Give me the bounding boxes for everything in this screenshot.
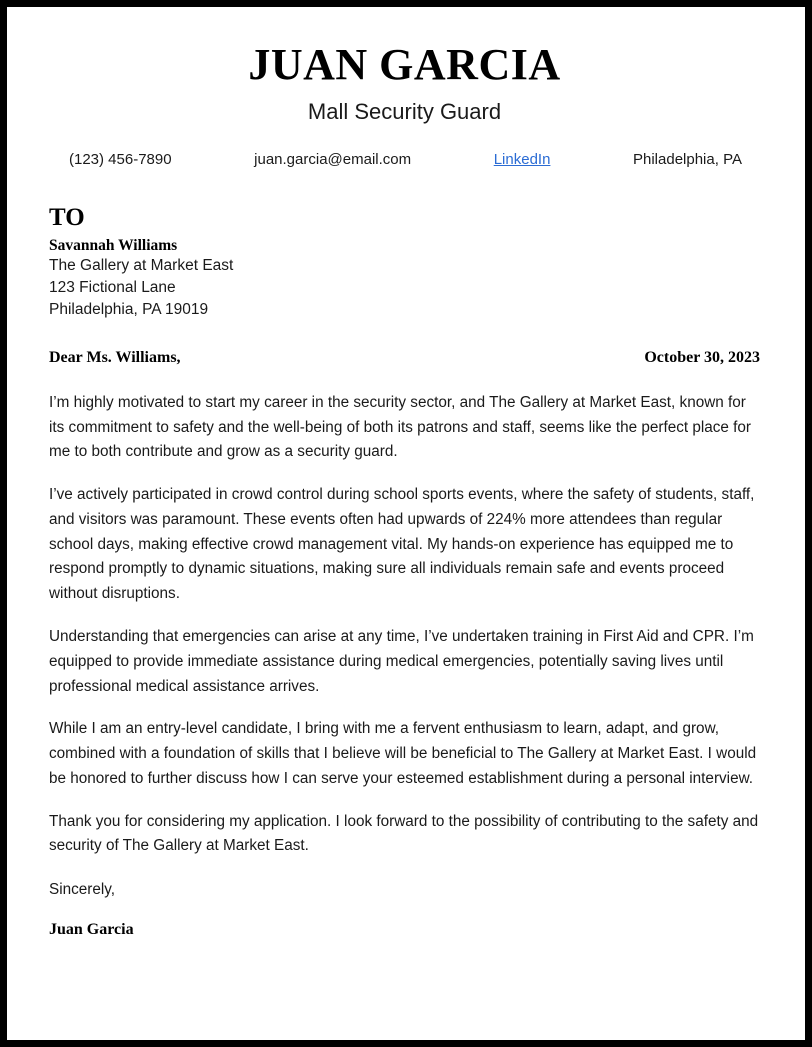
signature-name: Juan Garcia	[49, 921, 134, 939]
letter-content	[7, 7, 805, 939]
recipient-company: The Gallery at Market East	[49, 256, 234, 274]
body-paragraph: I’ve actively participated in crowd control during school sports events, where the safety of students, staff, and visitors was paramount. These events often had upwards of 224% more attendees than regular school days, making effective crowd management vital. My hands-on experience has equipped me to respond promptly to dynamic situations, making sure all individuals remain safe and events proceed without disruptions.	[49, 486, 755, 603]
recipient-city-state-zip: Philadelphia, PA 19019	[49, 300, 209, 318]
body-paragraph: Thank you for considering my application. I look forward to the possibility of contributing to the safety and security of The Gallery at Market East.	[49, 812, 759, 855]
contact-linkedin-link[interactable]: LinkedIn	[493, 151, 551, 169]
contact-email[interactable]: juan.garcia@email.com	[254, 151, 412, 169]
salutation-row	[49, 349, 760, 367]
cover-letter-page	[7, 7, 805, 1040]
body-paragraph: While I am an entry-level candidate, I bring with me a fervent enthusiasm to learn, adapt, and grow, combined with a foundation of skills that I believe will be beneficial to The Gallery at Market East. I would be honored to further discuss how I can serve your esteemed establishment during a personal interview.	[49, 720, 757, 787]
contact-row	[69, 151, 742, 168]
recipient-street: 123 Fictional Lane	[49, 278, 176, 296]
contact-phone[interactable]: (123) 456-7890	[69, 151, 172, 169]
body-paragraph: Understanding that emergencies can arise at any time, I’ve undertaken training in First Aid and CPR. I’m equipped to provide immediate assistance during medical emergencies, potentially saving lives until professional medical assistance arrives.	[49, 628, 754, 695]
recipient-heading: TO	[49, 204, 85, 232]
salutation: Dear Ms. Williams,	[49, 348, 181, 366]
letter-date: October 30, 2023	[644, 348, 760, 366]
contact-location: Philadelphia, PA	[633, 151, 742, 169]
closing-text: Sincerely,	[49, 881, 116, 899]
body-paragraph: I’m highly motivated to start my career in the security sector, and The Gallery at Market East, known for its commitment to safety and the well-being of both its patrons and staff, seems like the perfect place for me to both contribute and grow as a security guard.	[49, 393, 752, 461]
recipient-name: Savannah Williams	[49, 236, 178, 254]
page-title: JUAN GARCIA	[248, 40, 561, 89]
job-title: Mall Security Guard	[307, 99, 502, 125]
